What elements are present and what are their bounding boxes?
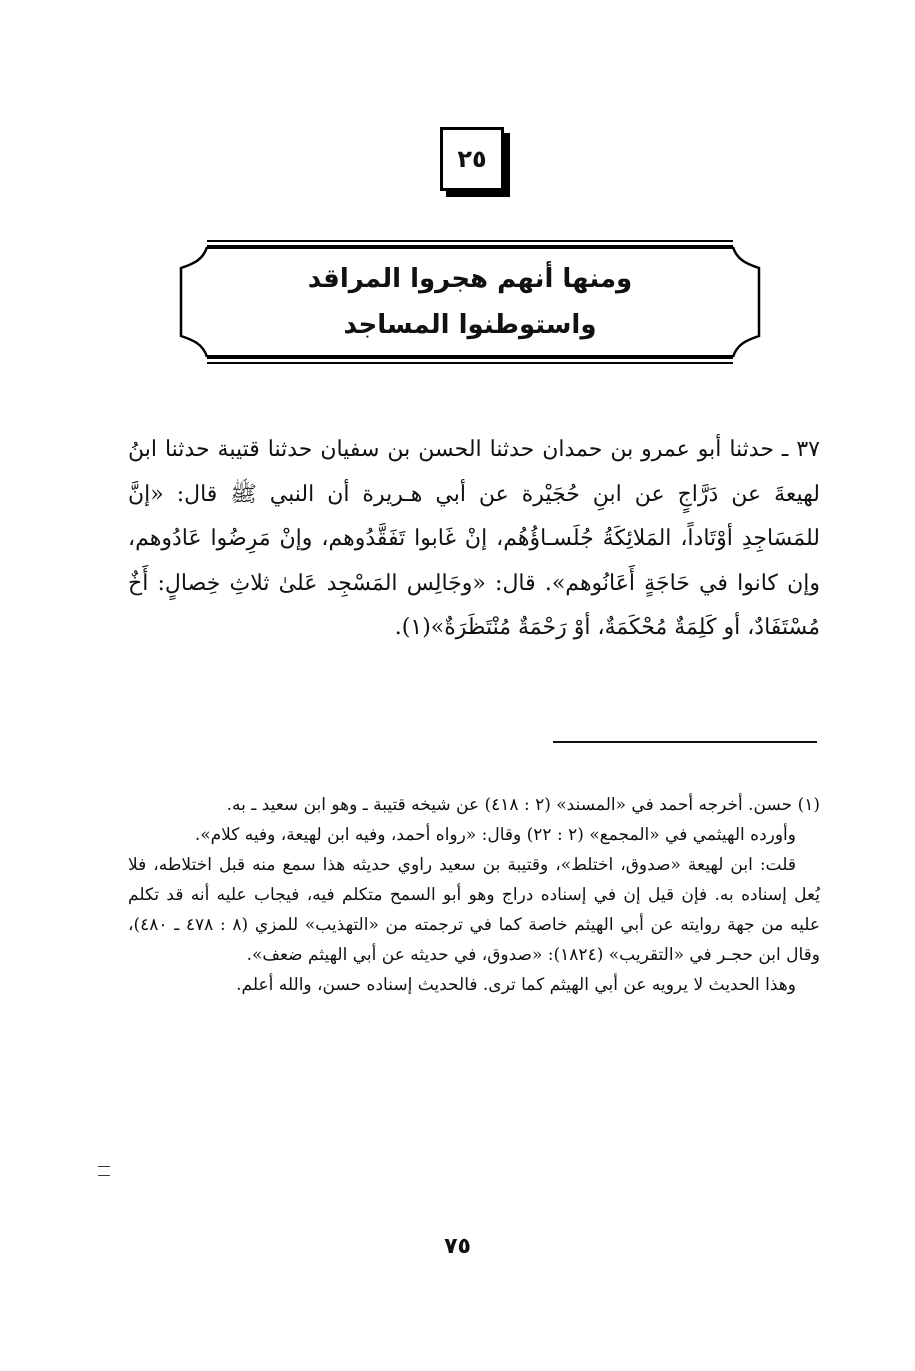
page-number: ٧٥ <box>444 1234 471 1259</box>
footnote-1-para-2: وأورده الهيثمي في «المجمع» (٢ : ٢٢) وقال: «رواه أحمد، وفيه ابن لهيعة، وفيه كلام». <box>194 825 796 845</box>
footnote-1: (١) حسن. أخرجه أحمد في «المسند» (٢ : ٤١٨) عن شيخه قتيبة ـ وهو ابن سعيد ـ به. <box>226 795 820 815</box>
footnote-1-para-4: وهذا الحديث لا يرويه عن أبي الهيثم كما ترى. فالحديث إسناده حسن، والله أعلم. <box>236 975 796 995</box>
footnote-separator <box>553 741 817 743</box>
margin-mark <box>98 1166 110 1176</box>
hadith-body <box>128 428 820 651</box>
chapter-title-line-1: ومنها أنهم هجروا المراقد <box>307 264 633 294</box>
hadith-text: ٣٧ ـ حدثنا أبو عمرو بن حمدان حدثنا الحسن بن سفيان حدثنا قتيبة حدثنا ابنُ لهيعةَ عن دَرَّاجٍ عن ابنِ حُجَيْرة عن أبي هـريرة أن النبي ﷺ قال: «إنَّ للمَسَاجِدِ أوْتَاداً، المَلائِكَةُ جُلَسـاؤُهُم، إنْ غَابوا تَفَقَّدُوهم، وإنْ مَرِضُوا عَادُوهم، وإن كانوا في حَاجَةٍ أَعَانُوهم». قال: «وجَالِس المَسْجِد عَلىٰ ثلاثِ خِصالٍ: أَخٌ مُسْتَفَادٌ، أو كَلِمَةٌ مُحْكَمَةٌ، أوْ رَحْمَةٌ مُنْتَظَرَةٌ»(١). <box>128 437 820 640</box>
chapter-number-box <box>440 127 504 191</box>
footnotes <box>128 790 820 1000</box>
chapter-number: ٢٥ <box>457 145 487 173</box>
chapter-title-line-2: واستوطنوا المساجد <box>343 310 597 340</box>
footnote-1-para-3: قلت: ابن لهيعة «صدوق، اختلط»، وقتيبة بن سعيد راوي حديثه هذا سمع منه قبل اختلاطه، فلا يُعل إسناده به. فإن قيل إن في إسناده دراج وهو أبو السمح متكلم فيه، فيجاب عليه أنه قد تكلم عليه من جهة روايته عن أبي الهيثم خاصة كما في ترجمته من «التهذيب» للمزي (٨ : ٤٧٨ ـ ٤٨٠)، وقال ابن حجـر في «التقريب» (١٨٢٤): «صدوق، في حديثه عن أبي الهيثم ضعف». <box>128 855 820 965</box>
chapter-title-frame <box>175 238 765 366</box>
